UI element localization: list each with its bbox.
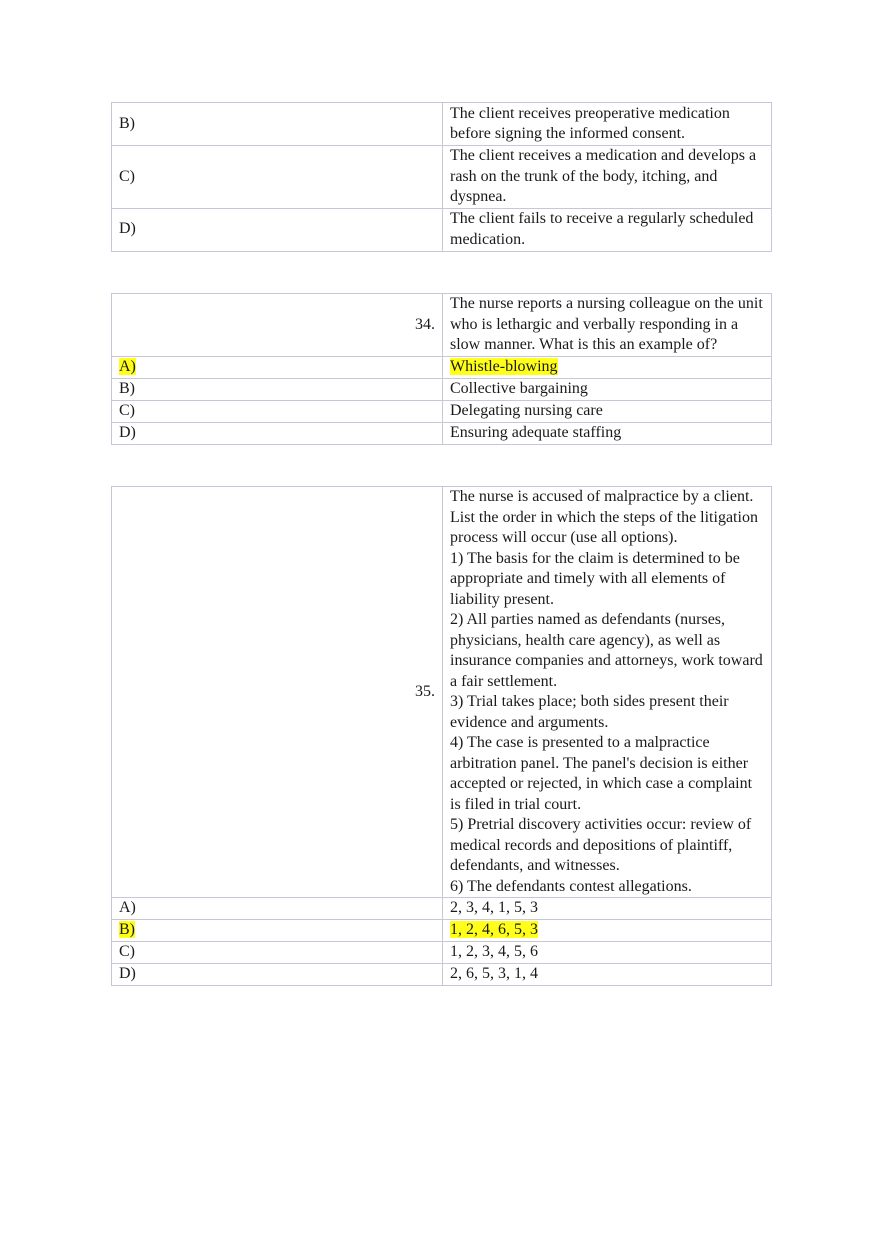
option-text: 2, 6, 5, 3, 1, 4 [443,964,772,986]
option-text: The client fails to receive a regularly scheduled medication. [443,208,772,251]
option-text: 2, 3, 4, 1, 5, 3 [443,898,772,920]
option-letter: D) [112,964,443,986]
option-text: Ensuring adequate staffing [443,423,772,445]
answer-highlight: B) [119,921,135,939]
option-text: 1, 2, 3, 4, 5, 6 [443,942,772,964]
question-text: The nurse reports a nursing colleague on the unit who is lethargic and verbally responding in a slow manner. What is this an example of? [443,294,772,357]
option-row [112,423,772,445]
option-row [112,920,772,942]
option-letter: A) [112,898,443,920]
question-intro: The nurse is accused of malpractice by a client. List the order in which the steps of the litigation process will occur (use all options). [450,488,758,546]
step-item: 1) The basis for the claim is determined to be appropriate and timely with all elements of liability present. [450,549,740,608]
option-row [112,103,772,146]
option-row [112,942,772,964]
option-row [112,357,772,379]
question-34-table [111,293,772,445]
step-item: 6) The defendants contest allegations. [450,877,692,895]
option-letter [112,357,443,379]
option-text: Delegating nursing care [443,401,772,423]
option-letter [112,920,443,942]
option-text: Collective bargaining [443,379,772,401]
option-text: The client receives a medication and develops a rash on the trunk of the body, itching, and dyspnea. [443,146,772,209]
option-row [112,898,772,920]
option-row [112,379,772,401]
option-text [443,357,772,379]
step-item: 5) Pretrial discovery activities occur: review of medical records and depositions of plaintiff, defendants, and witnesses. [450,816,752,874]
question-33-table [111,102,772,252]
option-row [112,964,772,986]
question-row [112,294,772,357]
question-number: 34. [112,294,443,357]
option-letter: C) [112,146,443,209]
option-row [112,208,772,251]
question-row [112,487,772,898]
option-row [112,146,772,209]
step-item: 2) All parties named as defendants (nurses, physicians, health care agency), as well as insurance companies and attorneys, work toward a fair settlement. [450,611,763,690]
step-item: 3) Trial takes place; both sides present their evidence and arguments. [450,693,729,731]
option-letter: B) [112,379,443,401]
option-text [443,920,772,942]
option-letter: D) [112,423,443,445]
answer-highlight: A) [119,358,136,376]
step-item: 4) The case is presented to a malpractice arbitration panel. The panel's decision is either accepted or rejected, in which case a complaint is filed in trial court. [450,734,753,813]
question-35-table [111,486,772,986]
option-row [112,401,772,423]
answer-highlight: 1, 2, 4, 6, 5, 3 [450,921,538,939]
option-text: The client receives preoperative medication before signing the informed consent. [443,103,772,146]
option-letter: C) [112,401,443,423]
question-number: 35. [112,487,443,898]
question-text [443,487,772,898]
option-letter: C) [112,942,443,964]
answer-highlight: Whistle-blowing [450,358,558,376]
option-letter: B) [112,103,443,146]
option-letter: D) [112,208,443,251]
